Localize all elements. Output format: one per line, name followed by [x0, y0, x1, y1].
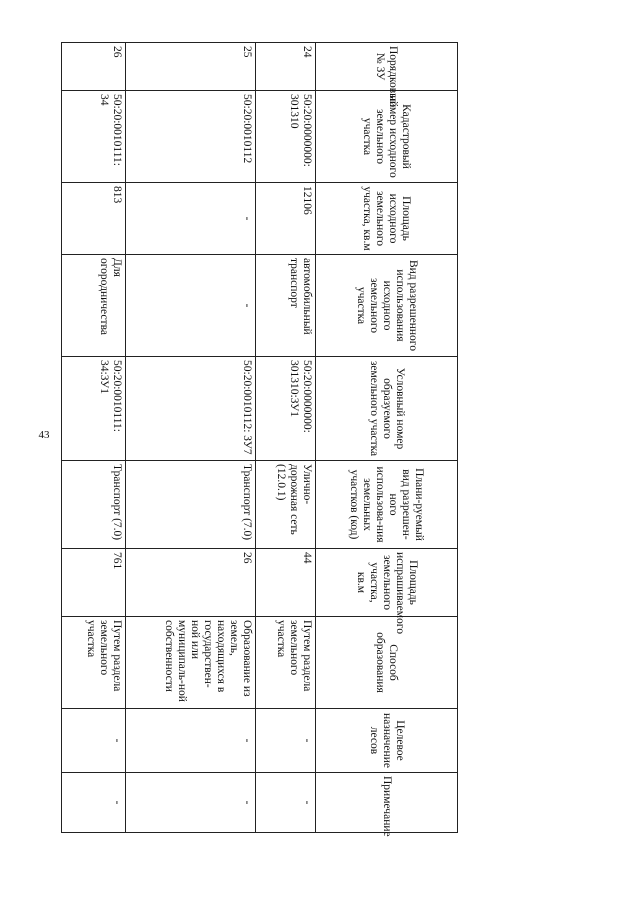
- table-cell: -: [62, 773, 126, 833]
- header-cell-forest-purpose: Целевое назначение лесов: [316, 709, 458, 773]
- header-cell-conditional-number: Условный номер образуемого земельного участка: [316, 357, 458, 461]
- table-cell: 25: [126, 43, 256, 91]
- land-plot-table: [61, 42, 458, 837]
- header-cell-permitted-use: Вид разрешенного использования исходного земельного участка: [316, 255, 458, 357]
- table-rotated-wrapper: [62, 42, 458, 837]
- table-cell: 26: [62, 43, 126, 91]
- table-cell: -: [256, 709, 316, 773]
- table-cell: Для огородничества: [62, 255, 126, 357]
- table-header-row: [316, 43, 458, 833]
- table-row: [126, 43, 256, 833]
- table-cell: Транспорт (7.0): [126, 461, 256, 549]
- table-cell: 12106: [256, 183, 316, 255]
- table-cell: 50:20:0010111: 34: [62, 91, 126, 183]
- table-container: [62, 42, 458, 837]
- table-cell: Образование из земель, находящихся в государствен-ной или муниципаль-ной собственности: [126, 617, 256, 709]
- table-cell: 50:20:0000000: 301310:ЗУ1: [256, 357, 316, 461]
- header-cell-plot-number: Порядковый № ЗУ: [316, 43, 458, 91]
- table-cell: 50:20:0010111: 34:ЗУ1: [62, 357, 126, 461]
- header-cell-requested-area: Площадь испрашиваемого земельного участка, кв.м: [316, 549, 458, 617]
- table-cell: Транспорт (7.0): [62, 461, 126, 549]
- table-cell: -: [126, 773, 256, 833]
- table-cell: 761: [62, 549, 126, 617]
- table-cell: автомобильный транспорт: [256, 255, 316, 357]
- table-cell: 24: [256, 43, 316, 91]
- table-cell: -: [126, 183, 256, 255]
- table-row: [62, 43, 126, 833]
- table-cell: Путем раздела земельного участка: [256, 617, 316, 709]
- table-cell: 813: [62, 183, 126, 255]
- table-cell: -: [256, 773, 316, 833]
- header-cell-planned-use: Плани-руемый вид разрешен-ного использова-ния земельных участков (код): [316, 461, 458, 549]
- table-cell: 50:20:0000000: 301310: [256, 91, 316, 183]
- table-cell: 44: [256, 549, 316, 617]
- table-row: [256, 43, 316, 833]
- table-cell: Путем раздела земельного участка: [62, 617, 126, 709]
- header-cell-formation-method: Способ образования: [316, 617, 458, 709]
- table-cell: -: [126, 255, 256, 357]
- header-cell-cadastral-number: Кадастровый номер исходного земельного участка: [316, 91, 458, 183]
- header-cell-source-area: Площадь исходного земельного участка, кв.м: [316, 183, 458, 255]
- table-cell: 26: [126, 549, 256, 617]
- table-cell: 50:20:0010112: [126, 91, 256, 183]
- table-cell: 50:20:0010112: ЗУ7: [126, 357, 256, 461]
- table-cell: -: [62, 709, 126, 773]
- table-cell: Улично-дорожная сеть (12.0.1): [256, 461, 316, 549]
- header-cell-note: Примечание: [316, 773, 458, 833]
- page-number: 43: [38, 429, 50, 441]
- table-cell: -: [126, 709, 256, 773]
